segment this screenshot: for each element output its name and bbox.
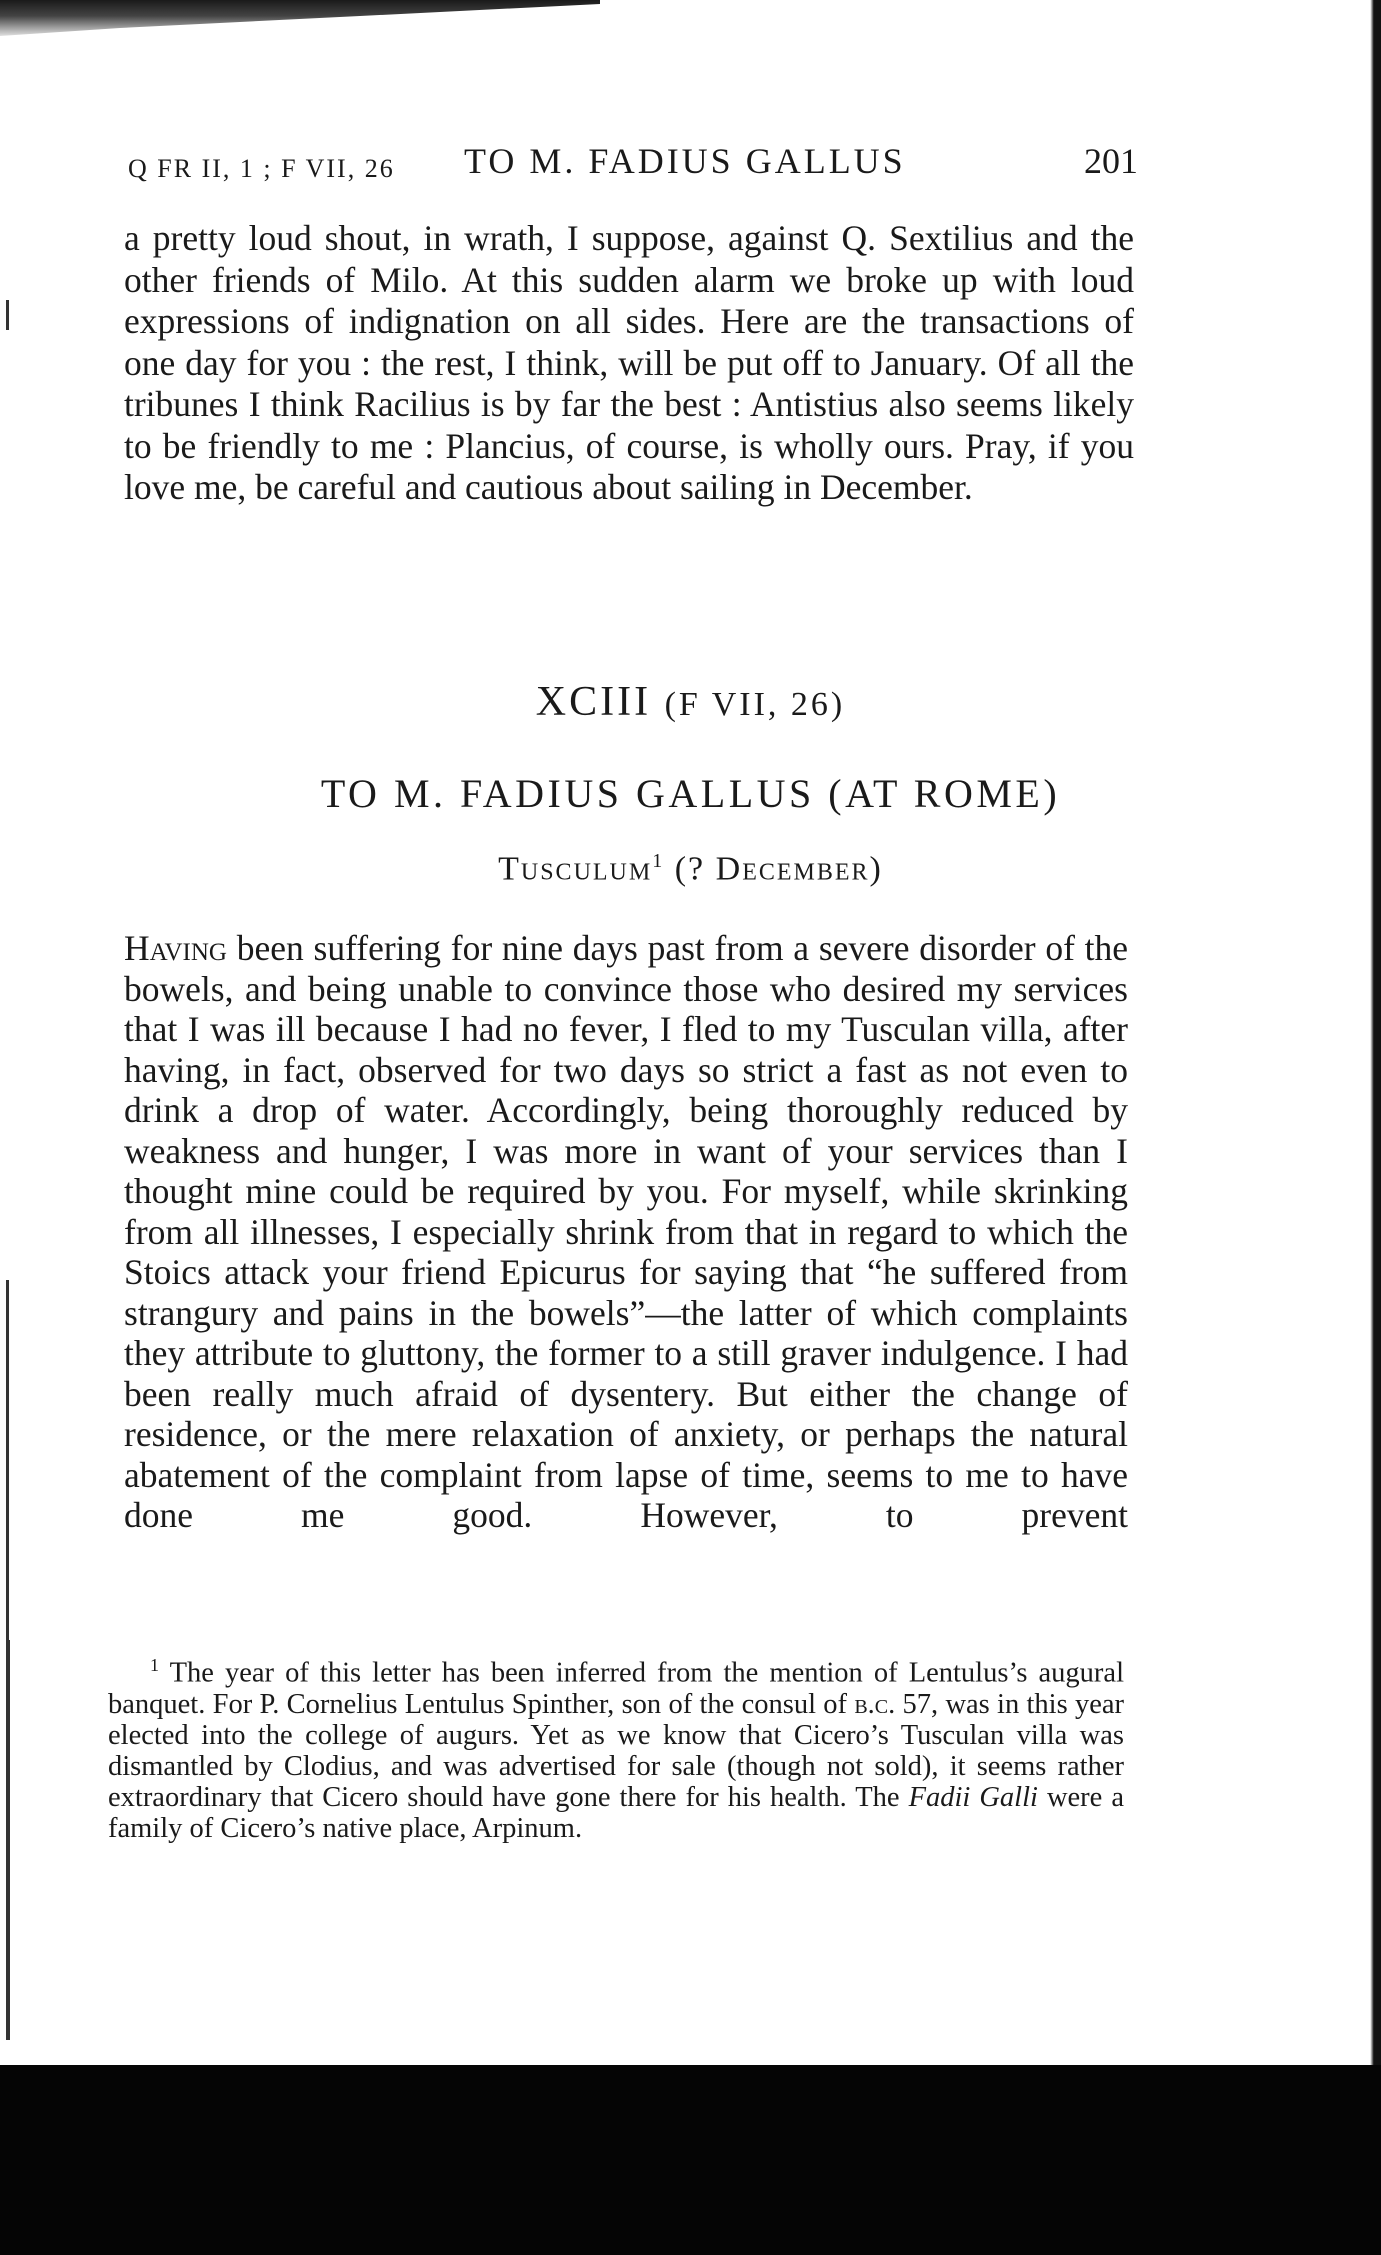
letter-date: (? December) [674, 850, 883, 888]
footnote-reference: 1 [652, 850, 665, 872]
footnote-text-3: were a family of Cicero’s native place, Arpinum. [108, 1781, 1124, 1844]
letter-place: Tusculum [498, 850, 653, 888]
footnote-marker: 1 [150, 1655, 159, 1675]
footnote-italic: Fadii Galli [908, 1781, 1038, 1813]
running-title: TO M. FADIUS GALLUS [464, 141, 906, 181]
letter-dateline [0, 850, 1381, 888]
letter-number: XCIII [535, 679, 652, 725]
letter-body [124, 928, 1128, 1536]
scan-bottom-band [0, 2065, 1381, 2255]
scan-top-shadow [0, 0, 600, 40]
letter-addressee: TO M. FADIUS GALLUS (AT ROME) [320, 771, 1061, 816]
footnote-text-1: The year of this letter has been inferred from the mention of Lentulus’s augural banquet. For P. Cornelius Lentulus Spinther, son of the consul of [108, 1657, 1124, 1720]
scan-left-mark [6, 300, 9, 330]
footnote [108, 1650, 1124, 1844]
scan-right-edge [1363, 0, 1381, 2065]
letter-reference: (F VII, 26) [664, 686, 846, 723]
letter-lead-word: Having [124, 928, 227, 968]
scan-left-mark [6, 1640, 10, 2040]
page-number: 201 [1084, 141, 1138, 181]
letter-body-text: been suffering for nine days past from a severe disorder of the bowels, and being unable to convince those who desired my services that I was ill because I had no fever, I fled to my Tusculan villa, after having, in fact, observed for two days so strict a fast as not even to drink a drop of water. Accordingly, being thoroughly reduced by weakness and hunger, I was more in want of your services than I thought mine could be required by you. For myself, while skrinking from all illnesses, I especially shrink from that in regard to which the Stoics attack your friend Epicurus for saying that “he suffered from strangury and pains in the bowels”—the latter of which complaints they attribute to gluttony, the former to a still graver indulgence. I had been really much afraid of dysentery. But either the change of residence, or the mere relaxation of anxiety, or perhaps the natural abatement of the complaint from lapse of time, seems to me to have done me good. However, to prevent [124, 928, 1129, 1535]
footnote-text-2: 57, was in this year elected into the college of augurs. Yet as we know that Cicero’s Tusculan villa was dismantled by Clodius, and was advertised for sale (though not sold), it seems rather extraordinary that Cicero should have gone there for his health. The [108, 1688, 1125, 1813]
page-header [128, 140, 1138, 190]
scan-left-mark [6, 1280, 9, 1640]
previous-letter-text: a pretty loud shout, in wrath, I suppose, against Q. Sextilius and the other friends of Milo. At this sudden alarm we broke up with loud expressions of indignation on all sides. Here are the transactions of one day for you : the rest, I think, will be put off to January. Of all the tribunes I think Racilius is by far the best : Antistius also seems likely to be friendly to me : Plancius, of course, is wholly ours. Pray, if you love me, be careful and cautious about sailing in December. [124, 218, 1134, 507]
header-reference: Q FR II, 1 ; F VII, 26 [128, 154, 395, 183]
letter-heading [0, 678, 1381, 726]
footnote-era: b.c. [854, 1688, 896, 1720]
